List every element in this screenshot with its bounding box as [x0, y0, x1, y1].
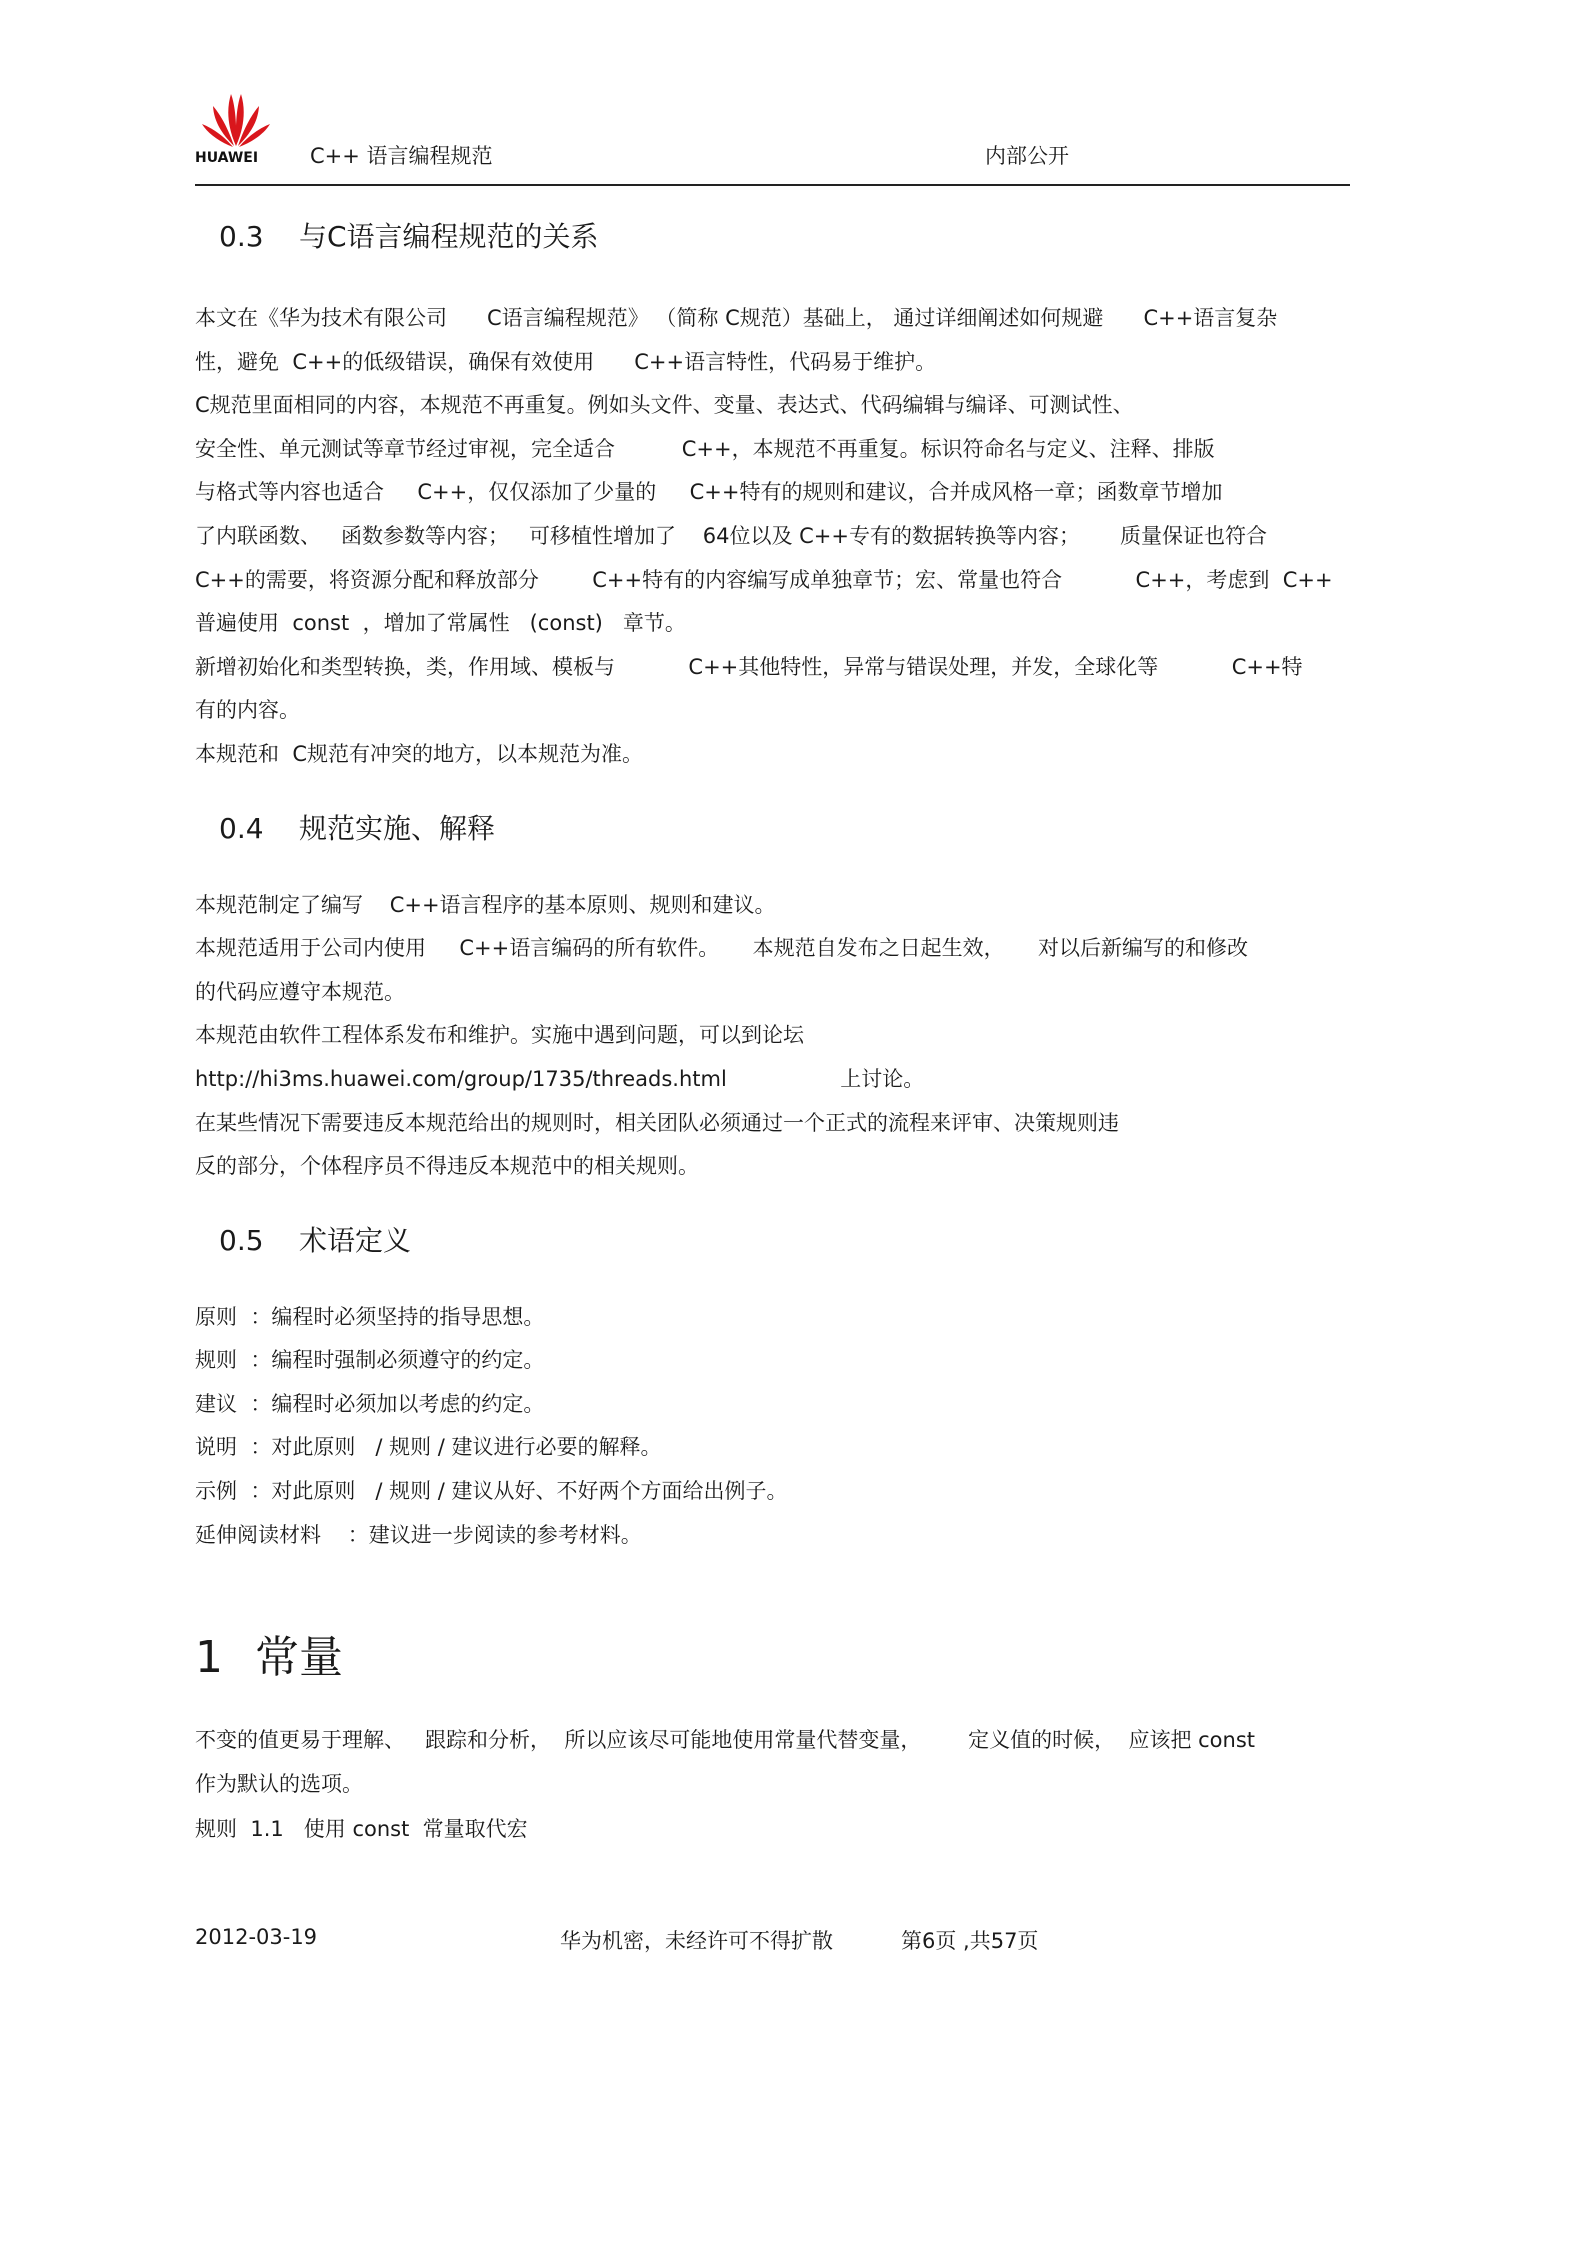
- paragraph-line: 不变的值更易于理解、 跟踪和分析， 所以应该尽可能地使用常量代替变量， 定义值的时候， 应该把 const: [195, 1728, 1256, 1753]
- paragraph-line: 作为默认的选项。: [195, 1771, 363, 1796]
- logo-wordmark: HUAWEI: [195, 150, 259, 166]
- chapter-number: 1: [195, 1632, 223, 1684]
- definition-line: 原则 ：编程时必须坚持的指导思想。: [195, 1304, 545, 1329]
- section-heading-0-4: [195, 807, 1385, 851]
- paragraph-line: 本规范和 C规范有冲突的地方，以本规范为准。: [195, 741, 644, 766]
- document-title: C++ 语言编程规范: [310, 144, 493, 168]
- section-number: 0.4: [219, 811, 264, 845]
- paragraph-line: 性，避免 C++的低级错误，确保有效使用 C++语言特性，代码易于维护。: [195, 349, 937, 374]
- paragraph-line: C++的需要，将资源分配和释放部分 C++特有的内容编写成单独章节；宏、常量也符合 C++，考虑到 C++: [195, 567, 1333, 592]
- paragraph-line: C规范里面相同的内容，本规范不再重复。例如头文件、变量、表达式、代码编辑与编译、可测试性、: [195, 393, 1134, 418]
- section-number: 0.3: [219, 220, 264, 253]
- paragraph-line: 本规范制定了编写 C++语言程序的基本原则、规则和建议。: [195, 892, 776, 917]
- paragraph-line: 本文在《华为技术有限公司 C语言编程规范》 （简称 C规范）基础上， 通过详细阐述如何规避 C++语言复杂: [195, 306, 1278, 330]
- chapter-heading: [195, 1623, 1385, 1693]
- paragraph-line: 普遍使用 const ，增加了常属性 (const) 章节。: [195, 611, 686, 636]
- section-title: 术语定义: [299, 1223, 412, 1257]
- paragraph-line: 反的部分，个体程序员不得违反本规范中的相关规则。: [195, 1154, 699, 1179]
- paragraph-line: 安全性、单元测试等章节经过审视，完全适合 C++，本规范不再重复。标识符命名与定义、注释、排版: [195, 436, 1215, 461]
- footer-confidential: 华为机密，未经许可不得扩散: [560, 1929, 833, 1953]
- chapter-title: 常量: [255, 1632, 343, 1684]
- definition-line: 延伸阅读材料 ：建议进一步阅读的参考材料。: [195, 1522, 642, 1547]
- paragraph-line: 的代码应遵守本规范。: [195, 979, 405, 1004]
- paragraph-line: 与格式等内容也适合 C++，仅仅添加了少量的 C++特有的规则和建议，合并成风格一章；函数章节增加: [195, 480, 1223, 505]
- section-number: 0.5: [219, 1223, 264, 1257]
- section-title: 规范实施、解释: [299, 811, 496, 845]
- paragraph-line: 了内联函数、 函数参数等内容； 可移植性增加了 64位以及 C++专有的数据转换等内容； 质量保证也符合: [195, 523, 1268, 548]
- definition-line: 说明 ：对此原则 / 规则 / 建议进行必要的解释。: [195, 1435, 662, 1460]
- paragraph-line: 新增初始化和类型转换，类，作用域、模板与 C++其他特性，异常与错误处理，并发，全球化等 C++特: [195, 654, 1303, 679]
- section-heading-0-5: [195, 1219, 1385, 1263]
- section-heading-0-3: [195, 215, 1385, 259]
- footer-date: 2012-03-19: [195, 1925, 318, 1949]
- definition-line: 示例 ：对此原则 / 规则 / 建议从好、不好两个方面给出例子。: [195, 1479, 788, 1504]
- footer-page-number: 第6页 ,共57页: [901, 1929, 1039, 1953]
- classification-label: 内部公开: [985, 144, 1069, 168]
- definition-line: 建议 ：编程时必须加以考虑的约定。: [195, 1391, 545, 1416]
- definition-line: 规则 ：编程时强制必须遵守的约定。: [195, 1348, 545, 1373]
- paragraph-line: 有的内容。: [195, 698, 300, 723]
- page-header: [195, 88, 1350, 186]
- rule-heading: 规则 1.1 使用 const 常量取代宏: [195, 1817, 528, 1842]
- paragraph-line: 本规范适用于公司内使用 C++语言编码的所有软件。 本规范自发布之日起生效， 对以后新编写的和修改: [195, 936, 1248, 961]
- page-content: [195, 215, 1385, 1852]
- paragraph-line: 在某些情况下需要违反本规范给出的规则时，相关团队必须通过一个正式的流程来评审、决策规则违: [195, 1110, 1119, 1135]
- section-title: 与C语言编程规范的关系: [299, 220, 599, 253]
- link-text[interactable]: http://hi3ms.huawei.com/group/1735/threads.html 上讨论。: [195, 1066, 925, 1091]
- paragraph-line: 本规范由软件工程体系发布和维护。实施中遇到问题，可以到论坛: [195, 1023, 804, 1048]
